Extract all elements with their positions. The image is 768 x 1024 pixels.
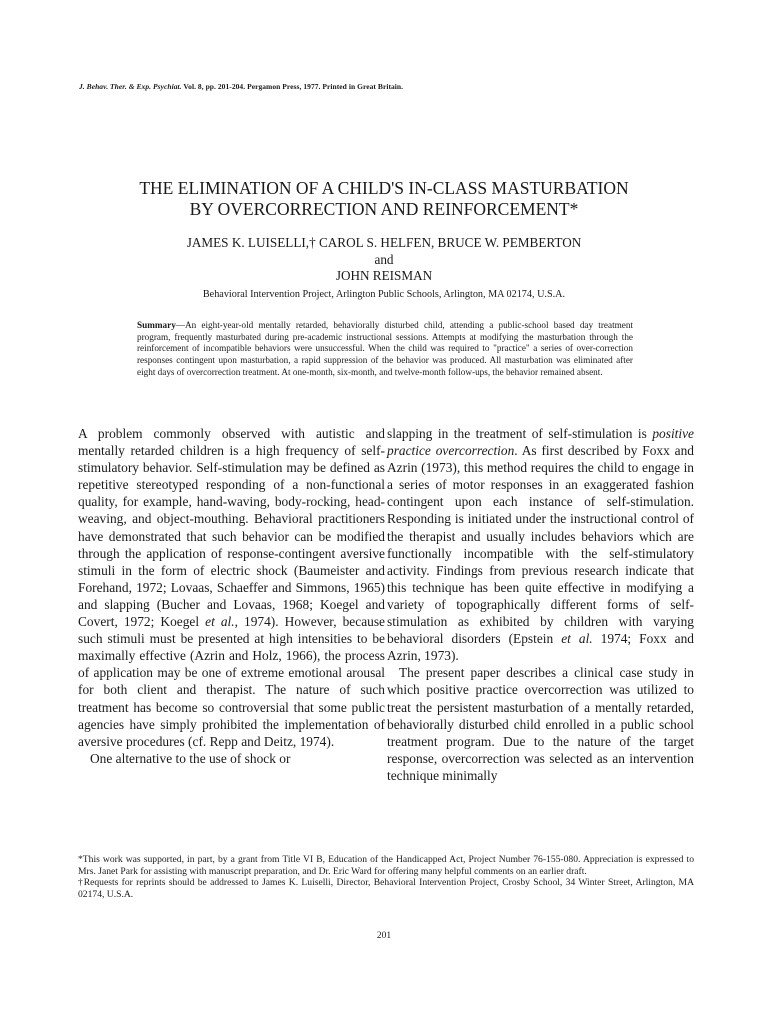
journal-citation [79, 82, 599, 91]
title-line-2: BY OVERCORRECTION AND REINFORCEMENT* [189, 199, 579, 219]
emphasized-term: positive practice overcorrection [387, 426, 694, 459]
body-column-right [387, 425, 694, 784]
abstract [137, 320, 633, 379]
title-line-1: THE ELIMINATION OF A CHILD'S IN-CLASS MASTURBATION [139, 178, 629, 198]
paragraph: The present paper describes a clinical case study in which positive practice overcorrection was utilized to treat the persistent masturbation of a mentally retarded, behaviorally disturbed child enrolled in a public school treatment program. Due to the nature of the target response, overcorrection was selected as an intervention technique minimally [387, 665, 694, 783]
paragraph [387, 425, 694, 664]
journal-details: Vol. 8, pp. 201-204. Pergamon Press, 1977. Printed in Great Britain. [181, 82, 404, 91]
paragraph-text: slapping in the treatment of self-stimulation is [387, 426, 653, 441]
footnotes [78, 854, 694, 900]
journal-name: J. Behav. Ther. & Exp. Psychiat. [79, 82, 182, 91]
author-list [60, 235, 708, 285]
authors-line-2: and [374, 251, 394, 267]
authors-line-1: JAMES K. LUISELLI,† CAROL S. HELFEN, BRUCE W. PEMBERTON [186, 235, 582, 250]
paragraph: One alternative to the use of shock or [90, 750, 291, 766]
paragraph-text: . As first described by Foxx and Azrin (1973), this method requires the child to engage in a series of motor responses in an exaggerated fashion contingent upon each instance of self-stimulation. Responding is initiated under the instructional control of the therapist and usually includes behaviors which are functionally incompatible with the self-stimulatory activity. Findings from previous research indicate that this technique has been quite effective in modifying a variety of topographically different forms of self-stimulation as exhibited by children with varying behavioral disorders (Epstein [387, 443, 694, 647]
et-al: et al. [205, 614, 235, 630]
body-column-left [78, 425, 385, 767]
paragraph-text: , 1974). However, because such stimuli must be presented at high intensities to be maximally effective (Azrin and Holz, 1966), the process of application may be one of extreme emotional arousal for both client and therapist. The nature of such treatment has become so controversial that some public agencies have simply prohibited the implementation of aversive procedures (cf. Repp and Deitz, 1974). [78, 614, 385, 749]
paragraph [78, 425, 385, 750]
abstract-label: Summary [137, 320, 176, 330]
paragraph-text: 1974; Foxx and Azrin, 1973). [387, 631, 694, 664]
article-title [60, 178, 708, 220]
affiliation: Behavioral Intervention Project, Arlington Public Schools, Arlington, MA 02174, U.S.A. [202, 289, 566, 300]
abstract-text: —An eight-year-old mentally retarded, behaviorally disturbed child, attending a public-school based day treatment program, frequently masturbated during pre-academic instructional sessions. Attempts at modifying the masturbation through the reinforcement of incompatible behaviors were unsuccessful. When the child was required to "practice" a series of over-correction responses contingent upon masturbation, a rapid suppression of the behavior was produced. All masturbation was eliminated after eight days of overcorrection treatment. At one-month, six-month, and twelve-month follow-ups, the behavior remained absent. [137, 320, 633, 377]
footnote-reprints: †Requests for reprints should be addressed to James K. Luiselli, Director, Behavioral Intervention Project, Crosby School, 34 Winter Street, Arlington, MA 02174, U.S.A. [78, 877, 694, 900]
footnote-funding: *This work was supported, in part, by a grant from Title VI B, Education of the Handicapped Act, Project Number 76-155-080. Appreciation is expressed to Mrs. Janet Park for assisting with manuscript preparation, and Dr. Eric Ward for offering many helpful comments on an earlier draft. [78, 854, 694, 877]
page-number: 201 [376, 931, 392, 941]
et-al: et al. [561, 631, 593, 647]
authors-line-3: JOHN REISMAN [335, 268, 433, 283]
paragraph-text: A problem commonly observed with autistic and mentally retarded children is a high frequency of self-stimulatory behavior. Self-stimulation may be defined as repetitive stereotyped responding of a non-functional quality, for example, hand-waving, body-rocking, head-weaving, and object-mouthing. Behavioral practitioners have demonstrated that such behavior can be modified through the application of response-contingent aversive stimuli in the form of electric shock (Baumeister and Forehand, 1972; Lovaas, Schaeffer and Simmons, 1965) and slapping (Bucher and Lovaas, 1968; Koegel and Covert, 1972; Koegel [78, 426, 385, 630]
